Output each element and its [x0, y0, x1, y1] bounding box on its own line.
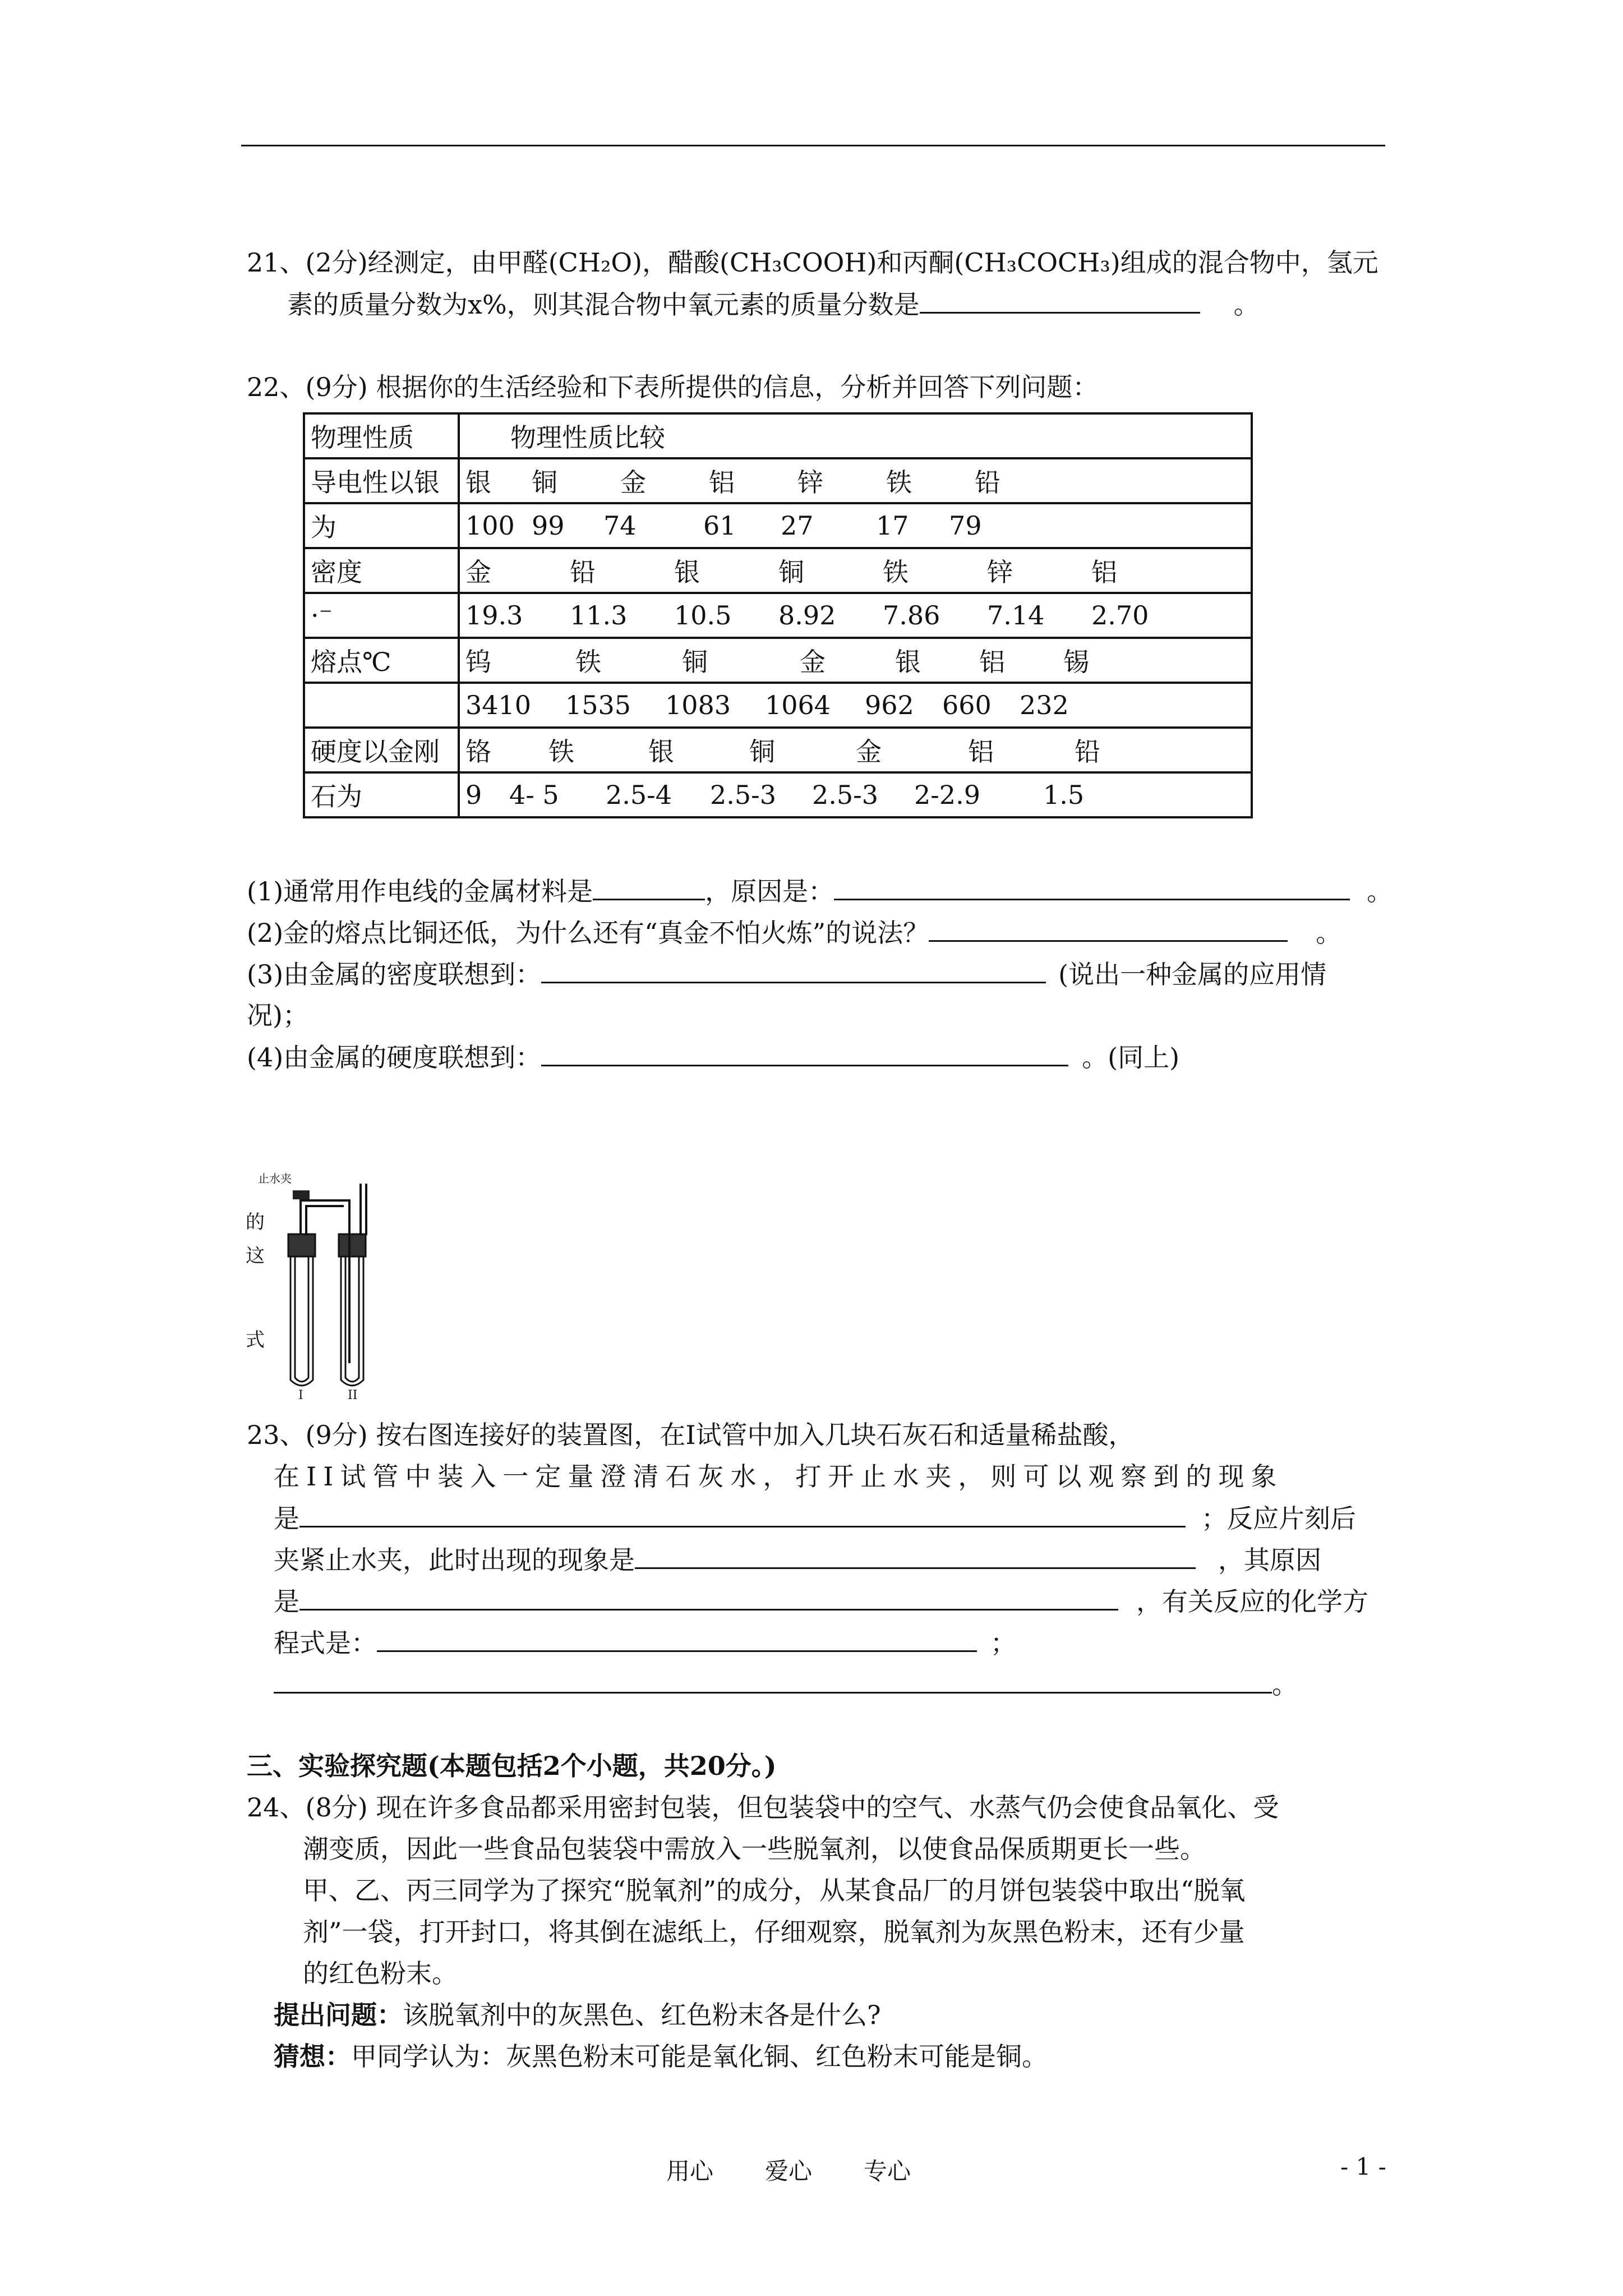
q23-text: 程式是： [274, 1628, 377, 1658]
table-cell: 铁 [886, 467, 912, 498]
punctuation: 。 [1272, 1669, 1298, 1700]
table-cell: 铅 [570, 557, 596, 587]
q24-line5: 的红色粉末。 [303, 1958, 458, 1989]
answer-blank[interactable] [929, 915, 1288, 942]
q23-text: ； [990, 1628, 1016, 1658]
punctuation: 。 [1316, 918, 1342, 948]
table-cell: 74 [603, 510, 637, 541]
question-text: 该脱氧剂中的灰黑色、红色粉末各是什么? [403, 2000, 881, 2030]
q23-text: ；反应片刻后 [1201, 1503, 1356, 1534]
table-cell: 11.3 [570, 600, 628, 631]
metal-values [459, 593, 1252, 638]
q23-line6 [274, 1626, 1016, 1660]
q23-line4 [274, 1543, 1321, 1577]
q23-line3 [274, 1501, 1356, 1535]
section-title: 三、实验探究题(本题包括2个小题，共20分。) [247, 1751, 777, 1781]
q22-part1 [247, 874, 1393, 908]
q21-line2 [287, 287, 1260, 321]
table-cell: 3410 [465, 690, 532, 720]
row-label: 熔点℃ [304, 638, 459, 683]
table-cell: 962 [865, 690, 914, 720]
question-label: 提出问题： [274, 2000, 403, 2030]
answer-blank[interactable] [541, 1040, 1068, 1066]
table-row [304, 593, 1252, 638]
table-cell: 银 [674, 557, 700, 587]
row-label: ·⁻ [304, 593, 459, 638]
answer-blank[interactable] [834, 874, 1350, 900]
page-number: - 1 - [1340, 2153, 1386, 2180]
table-row [304, 683, 1252, 728]
table-cell: 99 [532, 510, 565, 541]
q23-text: 夹紧止水夹，此时出现的现象是 [274, 1545, 635, 1575]
table-cell: 660 [942, 690, 992, 720]
table-cell: 7.86 [883, 600, 940, 631]
footer-word: 专心 [864, 2157, 911, 2185]
clamp-label: 止水夹 [258, 1172, 292, 1185]
table-header-row [304, 413, 1252, 458]
table-row [304, 772, 1252, 817]
side-char: 的 [246, 1211, 265, 1234]
answer-blank[interactable] [635, 1543, 1196, 1569]
table-cell: 银 [895, 647, 921, 677]
metal-values [459, 772, 1252, 817]
table-cell: 铜 [778, 557, 804, 587]
q22-part4 [247, 1040, 1179, 1074]
table-cell: 银 [648, 737, 674, 767]
table-row [304, 728, 1252, 772]
table-cell: 银 [465, 467, 491, 498]
q22-part4-note: 。(同上) [1082, 1042, 1180, 1073]
answer-blank[interactable] [299, 1584, 1118, 1611]
metal-values [459, 683, 1252, 728]
connecting-tube [301, 1184, 366, 1363]
table-cell: 铝 [979, 647, 1005, 677]
q21-line1: 21、(2分)经测定，由甲醛(CH₂O)，醋酸(CH₃COOH)和丙酮(CH₃COCH₃)组成的混合物中，氢元 [247, 247, 1378, 278]
table-cell: 2-2.9 [914, 780, 980, 810]
q22-part4-text: (4)由金属的硬度联想到： [247, 1042, 542, 1073]
row-label [304, 683, 459, 728]
water-clamp[interactable] [293, 1190, 310, 1199]
test-tube-right [339, 1234, 366, 1386]
table-row [304, 458, 1252, 503]
table-cell: 2.5-4 [606, 780, 672, 810]
footer-center [666, 2153, 911, 2187]
table-cell: 1064 [765, 690, 831, 720]
q22-part1-reason: ，原因是： [705, 876, 834, 907]
q23-line7 [274, 1667, 1298, 1701]
table-cell: 79 [949, 510, 982, 541]
table-cell: 铝 [968, 737, 994, 767]
table-cell: 铝 [709, 467, 735, 498]
q24-guess [274, 2040, 1048, 2073]
q23-text: 是 [274, 1586, 299, 1617]
table-cell: 锡 [1063, 647, 1089, 677]
q22-part3-cont: 况)； [247, 1000, 308, 1030]
row-label: 导电性以银 [304, 458, 459, 503]
q22-part3-note: (说出一种金属的应用情 [1058, 959, 1327, 990]
side-char: 这 [246, 1245, 265, 1267]
table-cell: 2.5-3 [812, 780, 878, 810]
table-cell: 金 [465, 557, 491, 587]
test-tube-left [288, 1234, 315, 1386]
table-cell: 8.92 [778, 600, 836, 631]
q22-part2 [247, 915, 1341, 950]
answer-blank[interactable] [593, 874, 705, 900]
table-cell: 铁 [548, 737, 574, 767]
q24-line3: 甲、乙、丙三同学为了探究“脱氧剂”的成分，从某食品厂的月饼包装袋中取出“脱氧 [303, 1875, 1246, 1906]
table-cell: 锌 [797, 467, 823, 498]
q23-line5 [274, 1584, 1368, 1618]
table-cell: 61 [703, 510, 736, 541]
answer-blank[interactable] [920, 287, 1200, 314]
q22-part3-text: (3)由金属的密度联想到： [247, 959, 542, 990]
answer-blank[interactable] [274, 1667, 1272, 1694]
metal-names [459, 548, 1252, 593]
table-cell: 铜 [532, 467, 557, 498]
table-header-label: 物理性质 [304, 413, 459, 458]
table-cell: 铅 [975, 467, 1000, 498]
guess-text: 甲同学认为：灰黑色粉末可能是氧化铜、红色粉末可能是铜。 [351, 2041, 1048, 2072]
table-cell: 铁 [883, 557, 909, 587]
metal-values [459, 503, 1252, 548]
table-cell: 金 [800, 647, 826, 677]
q24-line2: 潮变质，因此一些食品包装袋中需放入一些脱氧剂，以使食品保质期更长一些。 [303, 1834, 1206, 1864]
q23-text: ，其原因 [1218, 1545, 1321, 1575]
answer-blank[interactable] [377, 1626, 977, 1652]
row-label: 密度 [304, 548, 459, 593]
table-cell: 铅 [1075, 737, 1100, 767]
table-cell: 1.5 [1043, 780, 1085, 810]
table-cell: 铜 [749, 737, 775, 767]
answer-blank[interactable] [541, 957, 1046, 983]
table-row [304, 503, 1252, 548]
q22-part2-text: (2)金的熔点比铜还低，为什么还有“真金不怕火炼”的说法？ [247, 918, 929, 948]
table-cell: 19.3 [465, 600, 523, 631]
tube-label-II: II [348, 1388, 358, 1402]
q24-question [274, 1998, 881, 2032]
q22-part1-text: (1)通常用作电线的金属材料是 [247, 876, 593, 907]
apparatus-figure [234, 1167, 391, 1402]
tube-label-I: I [298, 1388, 303, 1402]
q24-line1: 24、(8分) 现在许多食品都采用密封包装，但包装袋中的空气、水蒸气仍会使食品氧化、受 [247, 1792, 1279, 1823]
side-char: 式 [246, 1329, 265, 1351]
table-cell: 铝 [1091, 557, 1117, 587]
table-title: 物理性质比较 [510, 422, 665, 453]
table-cell: 10.5 [674, 600, 732, 631]
q23-text: 是 [274, 1503, 299, 1534]
table-cell: 2.70 [1091, 600, 1149, 631]
punctuation: 。 [1367, 876, 1393, 907]
table-cell: 27 [781, 510, 814, 541]
q23-line1: 23、(9分) 按右图连接好的装置图，在Ⅰ试管中加入几块石灰石和适量稀盐酸， [247, 1420, 1135, 1450]
metal-names [459, 638, 1252, 683]
table-cell: 钨 [465, 647, 491, 677]
table-cell: 1535 [565, 690, 631, 720]
table-cell: 铬 [465, 737, 491, 767]
table-cell: 铜 [682, 647, 708, 677]
q21-end: 。 [1233, 289, 1260, 320]
answer-blank[interactable] [299, 1501, 1186, 1527]
table-cell: 1083 [665, 690, 731, 720]
footer-word: 用心 [666, 2157, 714, 2185]
table-cell: 232 [1020, 690, 1069, 720]
row-label: 硬度以金刚 [304, 728, 459, 772]
physical-properties-table [303, 412, 1253, 818]
table-cell: 铁 [575, 647, 601, 677]
table-header-title [459, 413, 1252, 458]
table-cell: 2.5-3 [710, 780, 776, 810]
q23-text: ，有关反应的化学方 [1136, 1586, 1368, 1617]
row-label: 为 [304, 503, 459, 548]
table-cell: 4- 5 [509, 780, 559, 810]
metal-names [459, 728, 1252, 772]
table-row [304, 548, 1252, 593]
table-cell: 金 [856, 737, 882, 767]
table-cell: 100 [465, 510, 515, 541]
header-rule [241, 145, 1385, 146]
metal-names [459, 458, 1252, 503]
q22-intro: 22、(9分) 根据你的生活经验和下表所提供的信息，分析并回答下列问题： [247, 372, 1099, 402]
table-cell: 17 [876, 510, 909, 541]
footer-word: 爱心 [765, 2157, 813, 2185]
q23-line2: 在II试管中装入一定量澄清石灰水，打开止水夹，则可以观察到的现象 [274, 1461, 1284, 1492]
table-cell: 锌 [987, 557, 1013, 587]
table-row [304, 638, 1252, 683]
table-cell: 7.14 [987, 600, 1045, 631]
q21-text: 素的质量分数为x%，则其混合物中氧元素的质量分数是 [287, 289, 920, 320]
q24-line4: 剂”一袋，打开封口，将其倒在滤纸上，仔细观察，脱氧剂为灰黑色粉末，还有少量 [303, 1917, 1245, 1947]
q22-part3 [247, 957, 1326, 991]
table-cell: 9 [465, 780, 482, 810]
guess-label: 猜想： [274, 2041, 351, 2072]
row-label: 石为 [304, 772, 459, 817]
table-cell: 金 [620, 467, 646, 498]
